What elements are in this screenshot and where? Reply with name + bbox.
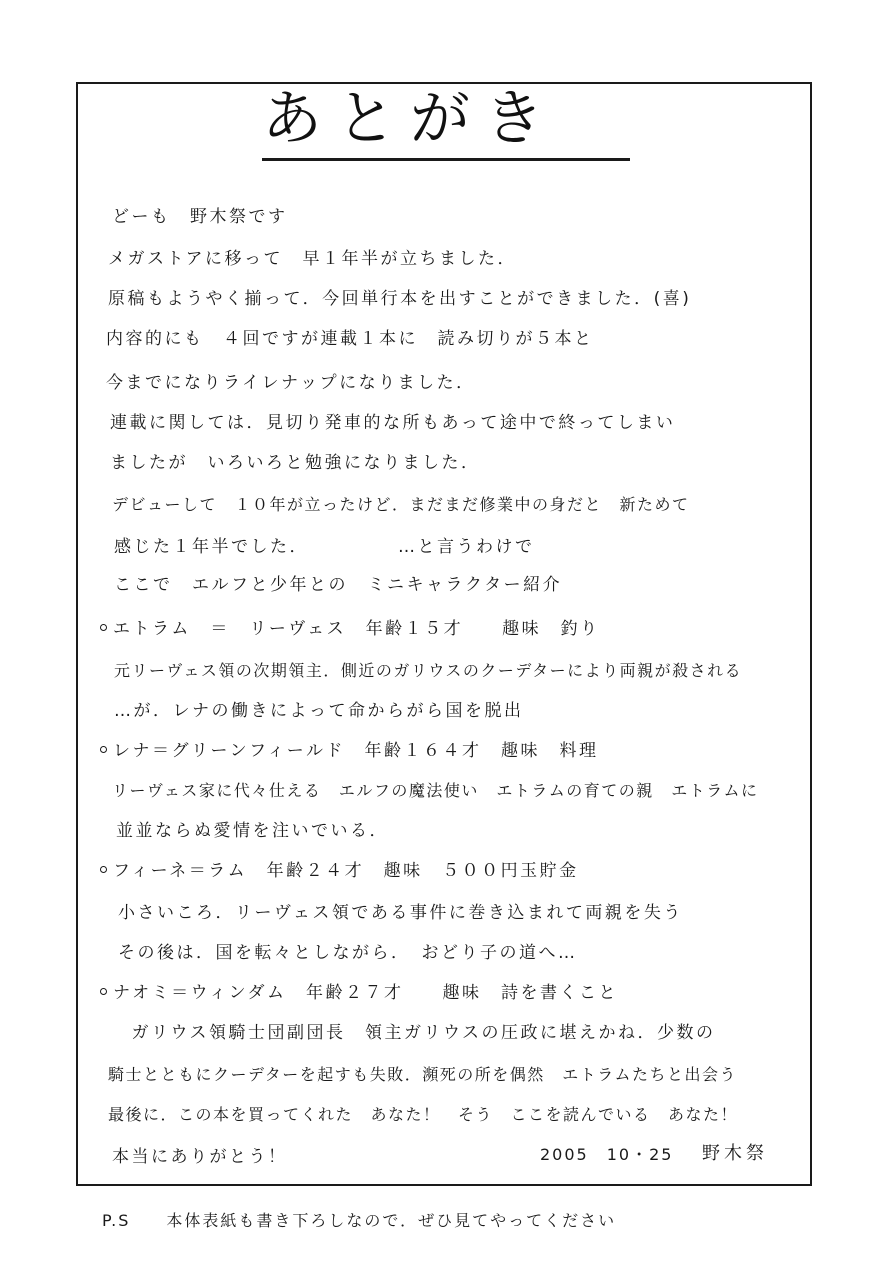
text-line: リーヴェス家に代々仕える エルフの魔法使い エトラムの育ての親 エトラムに	[112, 781, 759, 800]
character-entry-naomi: ナオミ＝ウィンダム 年齢２７才 趣味 詩を書くこと	[100, 982, 618, 1004]
text-line: 感じた１年半でした． …と言うわけで	[114, 537, 535, 557]
text-line: 連載に関しては．見切り発車的な所もあって途中で終ってしまい	[110, 413, 676, 433]
character-entry-lena: レナ＝グリーンフィールド 年齢１６４才 趣味 料理	[100, 740, 598, 762]
text-line: 元リーヴェス領の次期領主．側近のガリウスのクーデターにより両親が殺される	[114, 661, 743, 680]
text-line: ましたが いろいろと勉強になりました．	[110, 453, 481, 473]
text-line: ここで エルフと少年との ミニキャラクター紹介	[114, 575, 563, 595]
text-line: …が．レナの働きによって命からがら国を脱出	[114, 701, 524, 721]
character-entry-etram: エトラム ＝ リーヴェス 年齢１５才 趣味 釣り	[100, 618, 600, 640]
text-line: ガリウス領騎士団副団長 領主ガリウスの圧政に堪えかね．少数の	[112, 1023, 716, 1043]
title-underline	[262, 158, 630, 161]
text-line: 本当にありがとう！	[112, 1147, 288, 1167]
text-line: 小さいころ．リーヴェス領である事件に巻き込まれて両親を失う	[118, 903, 683, 923]
page-title: あとがき	[262, 84, 558, 154]
text-line: デビューして １０年が立ったけど．まだまだ修業中の身だと 新ためて	[112, 495, 690, 514]
text-line: 騎士とともにクーデターを起すも失敗．瀕死の所を偶然 エトラムたちと出会う	[108, 1065, 738, 1084]
text-line: 最後に．この本を買ってくれた あなた！ そう ここを読んでいる あなた！	[108, 1105, 739, 1124]
text-line: どーも 野木祭です	[112, 207, 288, 227]
character-entry-fine: フィーネ＝ラム 年齢２４才 趣味 ５００円玉貯金	[100, 860, 579, 882]
postscript: P.S 本体表紙も書き下ろしなので．ぜひ見てやってください	[102, 1211, 617, 1230]
signature-date: 2005 10・25	[540, 1145, 674, 1164]
signature-name: 野木祭	[702, 1143, 768, 1164]
text-line: 原稿もようやく揃って．今回単行本を出すことができました．(喜)	[108, 289, 692, 309]
text-line: その後は．国を転々としながら． おどり子の道へ…	[118, 943, 578, 963]
text-line: 今までになりライレナップになりました．	[106, 373, 476, 393]
text-line: 内容的にも ４回ですが連載１本に 読み切りが５本と	[106, 329, 594, 349]
text-line: メガストアに移って 早１年半が立ちました．	[108, 249, 517, 269]
text-line: 並並ならぬ愛情を注いでいる．	[116, 821, 389, 841]
